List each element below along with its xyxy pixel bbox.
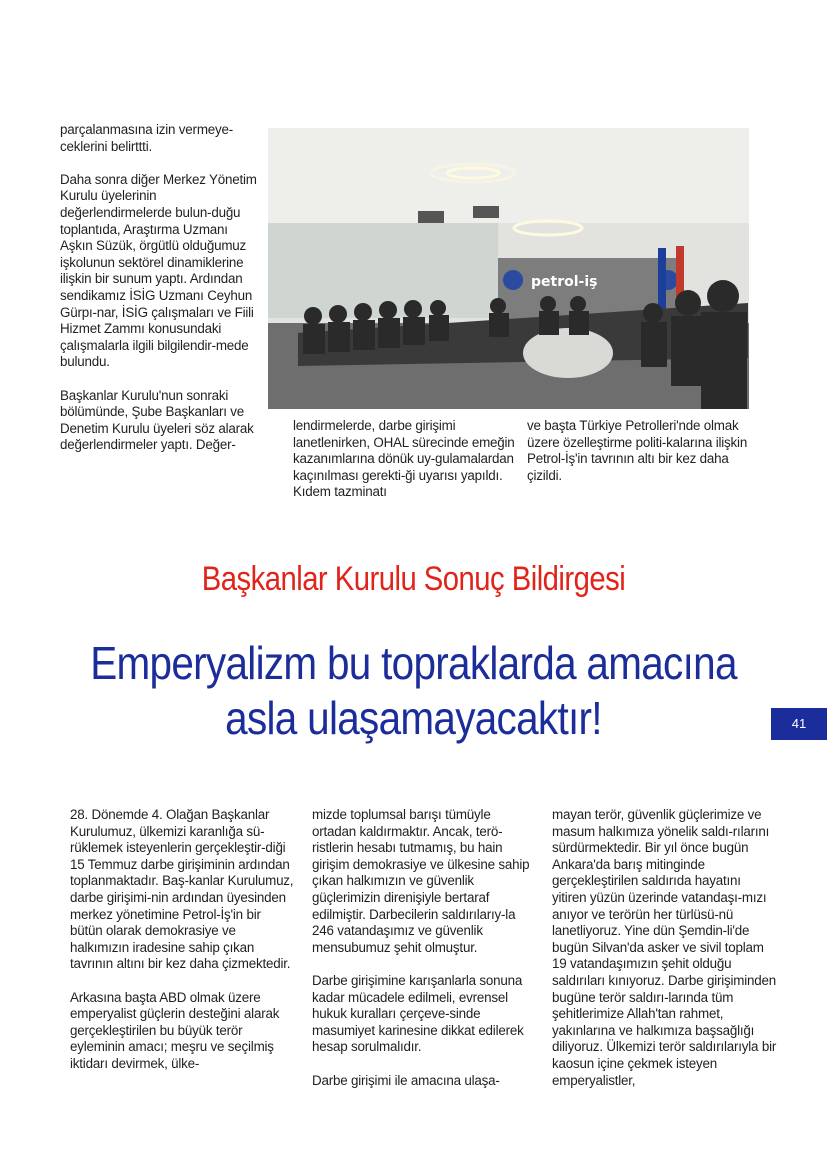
photo-sign-text: petrol-iş xyxy=(531,274,598,290)
headline xyxy=(50,636,778,746)
article-col3-paragraph-1: mayan terör, güvenlik güçlerimize ve masum halkımıza yönelik saldı-rılarını sürdürmektedir. Bir yıl önce bugün Ankara'da barış mitinginde gerçekleştirilen saldırıda hayatını yitiren yüzün üzerinde vatandaşı-mızı anıyor ve terörün her türlüsü-nü lanetliyoruz. Yine dün Şemdin-li'de bugün Silvan'da asker ve sivil toplam 19 vatandaşımızın şehit olduğu saldırıları kınıyoruz. Darbe girişiminden bugüne terör saldırı-larında tüm şehitlerimize Allah'tan rahmet, yakınlarına ve halkımıza başsağlığı diliyoruz. Ülkemizi terör saldırılarıyla bir kaosun içine çekmek isteyen emperyalistler, xyxy=(552,807,777,1088)
under-photo-paragraph-2: ve başta Türkiye Petrolleri'nde olmak üzere özelleştirme politi-kalarına ilişkin Petrol-İş'in tavrının altı bir kez daha çizildi. xyxy=(527,418,748,483)
article-col2-paragraph-3: Darbe girişimi ile amacına ulaşa- xyxy=(312,1072,500,1088)
page-number-badge: 41 xyxy=(771,708,827,740)
article-col1-paragraph-1: 28. Dönemde 4. Olağan Başkanlar Kurulumuz, ülkemizi karanlığa sü-rüklemek isteyenlerin gerçekleştir-diği 15 Temmuz darbe girişiminin ardından toplanmaktadır. Baş-kanlar Kurulumuz, darbe girişimi-nin ardından üyesinden merkez yönetimine Petrol-İş'in bir bütün olarak demokrasiye ve halkımızın iradesine sahip çıkan tavrının altını bir kez daha çizmektedir. xyxy=(70,807,294,972)
under-photo-column-2 xyxy=(527,418,749,501)
article-col2-paragraph-2: Darbe girişimine karışanlarla sonuna kadar mücadele edilmeli, evrensel hukuk kuralları çerçeve-sinde masumiyet karinesine dikkat edilerek hesap sorulmalıdır. xyxy=(312,972,524,1055)
intro-paragraph-2: Daha sonra diğer Merkez Yönetim Kurulu üyelerinin değerlendirmelerde bulun-duğu toplantıda, Araştırma Uzmanı Aşkın Süzük, örgütlü olduğumuz işkolunun sektörel dinamiklerine ilişkin bir sunum yaptı. Ardından sendikamız İSİG Uzmanı Ceyhun Gürpı-nar, İSİG çalışmaları ve Fiili Hizmet Zammı konusundaki çalışmalarla ilgili bilgilendir-mede bulundu. xyxy=(60,171,257,370)
section-kicker: Başkanlar Kurulu Sonuç Bildirgesi xyxy=(201,560,626,598)
article-column-3 xyxy=(552,807,778,1106)
article-col2-paragraph-1: mizde toplumsal barışı tümüyle ortadan kaldırmaktır. Ancak, terö-ristlerin hesabı tutmamış, bu hain girişim demokrasiye ve ülkesine sahip çıkan halkımızın ve güvenlik güçlerimizin direnişiyle bertaraf edilmiştir. Darbecilerin saldırılarıy-la 246 vatandaşımız ve güvenlik mensubumuz şehit olmuştur. xyxy=(312,807,530,955)
headline-line-1: Emperyalizm bu topraklarda amacına xyxy=(90,637,737,689)
intro-column xyxy=(60,122,260,470)
under-photo-column-1 xyxy=(293,418,516,518)
article-column-1 xyxy=(70,807,296,1089)
article-column-2 xyxy=(312,807,536,1106)
meeting-photo-illustration xyxy=(268,128,749,409)
intro-paragraph-1: parçalanmasına izin vermeye-ceklerini belirttti. xyxy=(60,122,234,154)
headline-line-2: asla ulaşamayacaktır! xyxy=(225,692,602,744)
meeting-photo xyxy=(268,128,749,409)
intro-paragraph-3: Başkanlar Kurulu'nun sonraki bölümünde, Şube Başkanları ve Denetim Kurulu üyeleri söz alarak değerlendirmeler yaptı. Değer- xyxy=(60,387,254,453)
under-photo-paragraph-1: lendirmelerde, darbe girişimi lanetlenirken, OHAL sürecinde emeğin kazanımlarına dönük uy-gulamalardan kaçınılması gerekti-ği uyarısı yapıldı. Kıdem tazminatı xyxy=(293,418,515,500)
article-col1-paragraph-2: Arkasına başta ABD olmak üzere emperyalist güçlerin desteğini alarak gerçekleştirilen bu büyük terör eyleminin amacı; meşru ve seçilmiş iktidarı devirmek, ülke- xyxy=(70,989,280,1071)
